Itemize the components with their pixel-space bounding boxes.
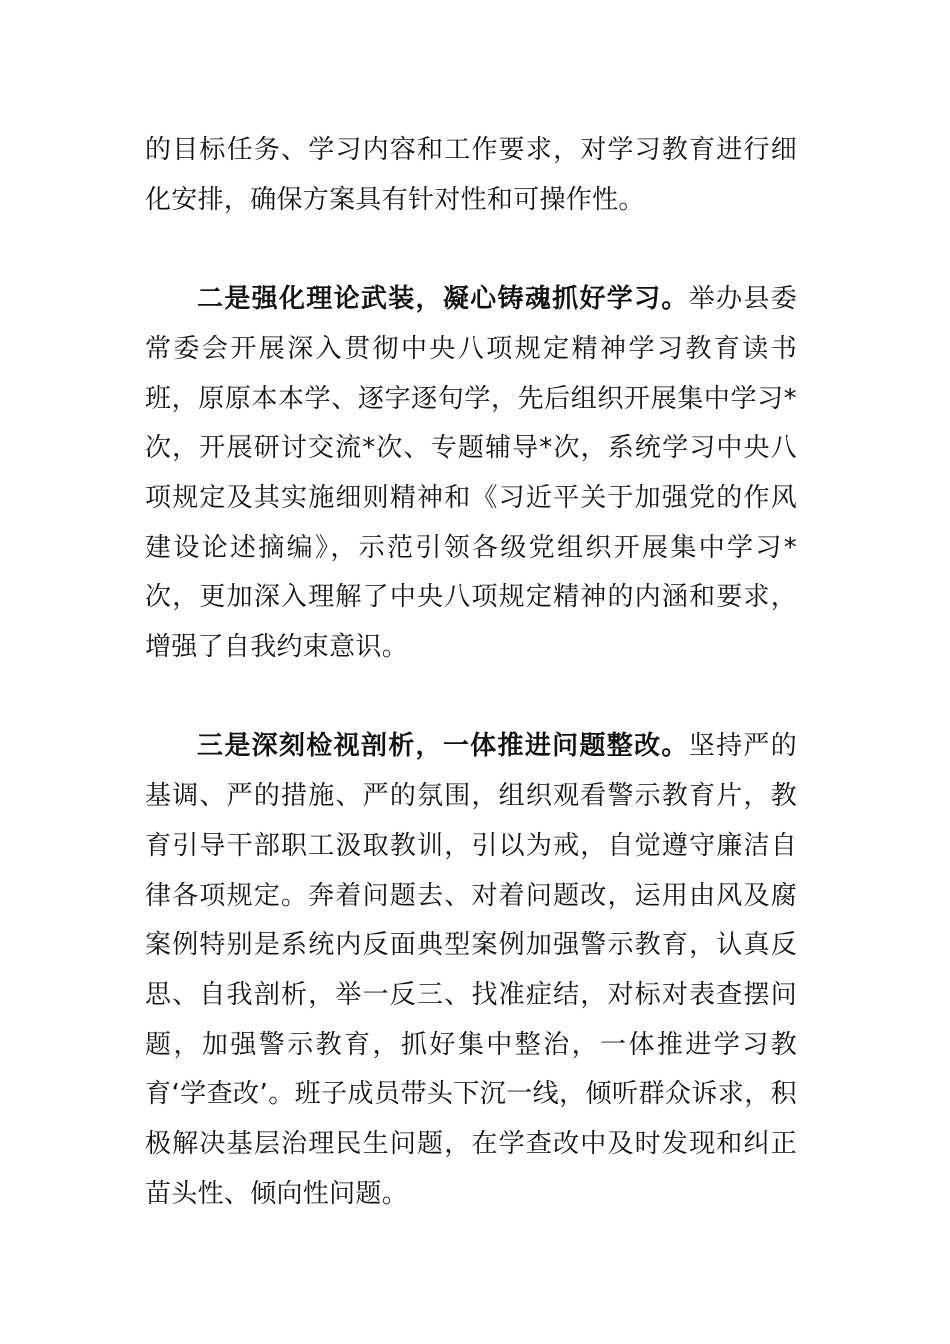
paragraph-intro-text: 的目标任务、学习内容和工作要求，对学习教育进行细化安排，确保方案具有针对性和可操作性。: [145, 135, 797, 215]
paragraph-gap: [145, 673, 797, 723]
paragraph-rectification-text: 坚持严的基调、严的措施、严的氛围，组织观看警示教育片，教育引导干部职工汲取教训，引以为戒，自觉遵守廉洁自律各项规定。奔着问题去、对着问题改，运用由风及腐案例特别是系统内反面典型案例加强警示教育，认真反思、自我剖析，举一反三、找准症结，对标对表查摆问题，加强警示教育，抓好集中整治，一体推进学习教育‘学查改’。班子成员带头下沉一线，倾听群众诉求，积极解决基层治理民生问题，在学查改中及时发现和纠正苗头性、倾向性问题。: [145, 731, 798, 1209]
paragraph-theory: [145, 275, 797, 673]
paragraph-intro: [145, 126, 797, 225]
paragraph-rectification-lead: 三是深刻检视剖析，一体推进问题整改。: [197, 731, 689, 762]
paragraph-theory-lead: 二是强化理论武装，凝心铸魂抓好学习。: [197, 284, 689, 315]
document-body: [145, 126, 797, 1219]
paragraph-rectification: [145, 722, 797, 1219]
paragraph-theory-text: 举办县委常委会开展深入贯彻中央八项规定精神学习教育读书班，原原本本学、逐字逐句学，先后组织开展集中学习*次，开展研讨交流*次、专题辅导*次，系统学习中央八项规定及其实施细则精神和《习近平关于加强党的作风建设论述摘编》，示范引领各级党组织开展集中学习*次，更加深入理解了中央八项规定精神的内涵和要求，增强了自我约束意识。: [145, 284, 798, 663]
paragraph-gap: [145, 225, 797, 275]
